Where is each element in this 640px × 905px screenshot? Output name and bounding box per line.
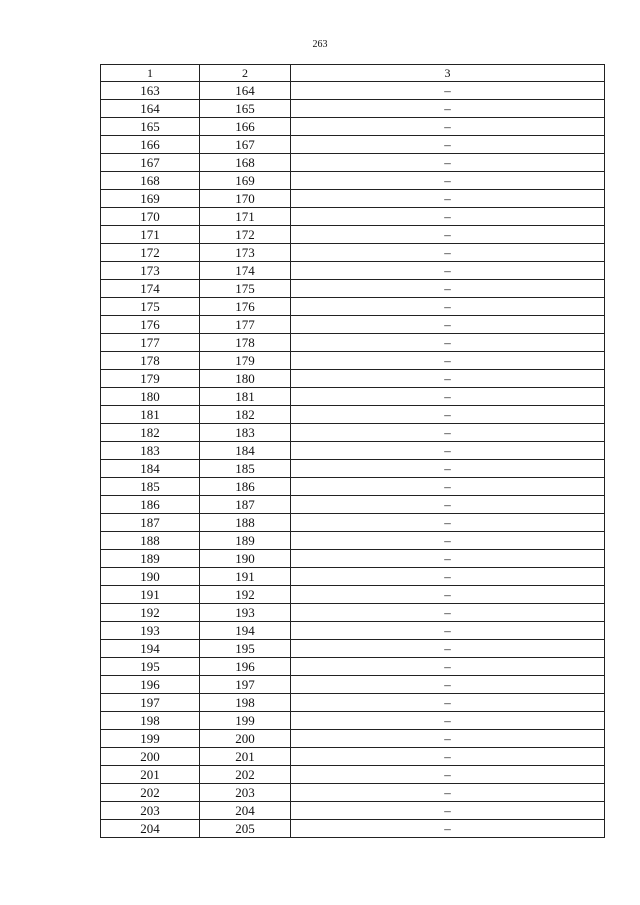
table-row (101, 424, 605, 442)
table-row (101, 262, 605, 280)
table-cell-col-3: – (291, 172, 605, 190)
table-cell-col-1: 192 (101, 604, 200, 622)
table-row (101, 226, 605, 244)
table-row (101, 136, 605, 154)
table-row (101, 820, 605, 838)
table-cell-col-2: 167 (200, 136, 291, 154)
table-cell-col-3: – (291, 406, 605, 424)
table-cell-col-1: 173 (101, 262, 200, 280)
table-cell-col-2: 200 (200, 730, 291, 748)
table-cell-col-1: 168 (101, 172, 200, 190)
table-row (101, 442, 605, 460)
table-cell-col-1: 178 (101, 352, 200, 370)
page-number: 263 (312, 39, 328, 50)
table-cell-col-2: 175 (200, 280, 291, 298)
table-cell-col-3: – (291, 208, 605, 226)
table-cell-col-3: – (291, 478, 605, 496)
table-cell-col-3: – (291, 82, 605, 100)
table-cell-col-3: – (291, 442, 605, 460)
table-row (101, 550, 605, 568)
table-row (101, 586, 605, 604)
table-cell-col-2: 182 (200, 406, 291, 424)
table-cell-col-3: – (291, 532, 605, 550)
table-cell-col-3: – (291, 640, 605, 658)
table-cell-col-2: 194 (200, 622, 291, 640)
table-cell-col-1: 191 (101, 586, 200, 604)
table-cell-col-2: 188 (200, 514, 291, 532)
table-row (101, 118, 605, 136)
table-cell-col-1: 169 (101, 190, 200, 208)
table-row (101, 730, 605, 748)
table-cell-col-2: 205 (200, 820, 291, 838)
table-cell-col-2: 172 (200, 226, 291, 244)
table-cell-col-1: 202 (101, 784, 200, 802)
table-cell-col-3: – (291, 226, 605, 244)
table-cell-col-1: 201 (101, 766, 200, 784)
table-cell-col-3: – (291, 460, 605, 478)
table-cell-col-3: – (291, 694, 605, 712)
table-cell-col-3: – (291, 658, 605, 676)
table-cell-col-3: – (291, 280, 605, 298)
table-cell-col-1: 163 (101, 82, 200, 100)
table-cell-col-2: 191 (200, 568, 291, 586)
table-cell-col-2: 164 (200, 82, 291, 100)
table-cell-col-2: 195 (200, 640, 291, 658)
table-cell-col-1: 188 (101, 532, 200, 550)
table-cell-col-1: 170 (101, 208, 200, 226)
table-cell-col-1: 174 (101, 280, 200, 298)
table-row (101, 748, 605, 766)
table-cell-col-2: 169 (200, 172, 291, 190)
table-cell-col-2: 199 (200, 712, 291, 730)
table-cell-col-3: – (291, 136, 605, 154)
table-cell-col-2: 192 (200, 586, 291, 604)
table-cell-col-1: 166 (101, 136, 200, 154)
table-cell-col-3: – (291, 352, 605, 370)
table-cell-col-3: – (291, 568, 605, 586)
table-cell-col-2: 166 (200, 118, 291, 136)
table-row (101, 514, 605, 532)
table-cell-col-3: – (291, 604, 605, 622)
table-row (101, 658, 605, 676)
table-cell-col-1: 181 (101, 406, 200, 424)
table-cell-col-3: – (291, 100, 605, 118)
table-row (101, 190, 605, 208)
table-row (101, 352, 605, 370)
column-header-3: 3 (291, 65, 605, 82)
table-row (101, 568, 605, 586)
table-cell-col-2: 189 (200, 532, 291, 550)
table-row (101, 784, 605, 802)
table-cell-col-3: – (291, 334, 605, 352)
table-cell-col-2: 173 (200, 244, 291, 262)
table-cell-col-1: 182 (101, 424, 200, 442)
table-cell-col-2: 204 (200, 802, 291, 820)
table-cell-col-3: – (291, 730, 605, 748)
table-cell-col-2: 178 (200, 334, 291, 352)
table-cell-col-1: 199 (101, 730, 200, 748)
table-row (101, 802, 605, 820)
table-cell-col-1: 185 (101, 478, 200, 496)
table-cell-col-2: 174 (200, 262, 291, 280)
table-cell-col-1: 195 (101, 658, 200, 676)
table-cell-col-2: 203 (200, 784, 291, 802)
table-cell-col-2: 181 (200, 388, 291, 406)
table-cell-col-2: 197 (200, 676, 291, 694)
table-cell-col-1: 200 (101, 748, 200, 766)
table-row (101, 496, 605, 514)
table-cell-col-3: – (291, 622, 605, 640)
table-cell-col-1: 172 (101, 244, 200, 262)
table-cell-col-3: – (291, 298, 605, 316)
table-cell-col-2: 176 (200, 298, 291, 316)
table-cell-col-2: 170 (200, 190, 291, 208)
table-row (101, 100, 605, 118)
table-body (101, 82, 605, 838)
table-cell-col-2: 180 (200, 370, 291, 388)
table-cell-col-2: 168 (200, 154, 291, 172)
table-row (101, 478, 605, 496)
table-cell-col-1: 186 (101, 496, 200, 514)
table-cell-col-1: 193 (101, 622, 200, 640)
table-cell-col-2: 171 (200, 208, 291, 226)
table-row (101, 460, 605, 478)
table-cell-col-3: – (291, 802, 605, 820)
table-cell-col-2: 190 (200, 550, 291, 568)
table-cell-col-1: 176 (101, 316, 200, 334)
table-cell-col-3: – (291, 262, 605, 280)
table-cell-col-3: – (291, 316, 605, 334)
table-cell-col-1: 187 (101, 514, 200, 532)
table-cell-col-2: 183 (200, 424, 291, 442)
table-cell-col-1: 184 (101, 460, 200, 478)
table-cell-col-2: 202 (200, 766, 291, 784)
data-table (100, 64, 605, 838)
table-row (101, 334, 605, 352)
table-row (101, 694, 605, 712)
table-cell-col-2: 187 (200, 496, 291, 514)
table-cell-col-3: – (291, 820, 605, 838)
table-cell-col-2: 177 (200, 316, 291, 334)
table-cell-col-1: 190 (101, 568, 200, 586)
table-row (101, 388, 605, 406)
table-row (101, 244, 605, 262)
table-row (101, 172, 605, 190)
table-cell-col-3: – (291, 424, 605, 442)
table-cell-col-1: 203 (101, 802, 200, 820)
table-cell-col-2: 186 (200, 478, 291, 496)
table-cell-col-1: 175 (101, 298, 200, 316)
table-cell-col-1: 180 (101, 388, 200, 406)
table-cell-col-2: 179 (200, 352, 291, 370)
table-cell-col-1: 194 (101, 640, 200, 658)
table-row (101, 370, 605, 388)
table-header-row (101, 65, 605, 82)
table-cell-col-1: 165 (101, 118, 200, 136)
table-cell-col-3: – (291, 550, 605, 568)
table-cell-col-3: – (291, 370, 605, 388)
table-cell-col-2: 198 (200, 694, 291, 712)
table-cell-col-3: – (291, 766, 605, 784)
table-cell-col-3: – (291, 676, 605, 694)
table-row (101, 82, 605, 100)
table-row (101, 622, 605, 640)
table-cell-col-3: – (291, 118, 605, 136)
table-row (101, 676, 605, 694)
table-cell-col-1: 171 (101, 226, 200, 244)
table-cell-col-3: – (291, 784, 605, 802)
table-cell-col-1: 204 (101, 820, 200, 838)
table-row (101, 532, 605, 550)
table-cell-col-1: 198 (101, 712, 200, 730)
table-row (101, 406, 605, 424)
table-row (101, 640, 605, 658)
table-row (101, 766, 605, 784)
table-cell-col-3: – (291, 190, 605, 208)
table-row (101, 604, 605, 622)
column-header-2: 2 (200, 65, 291, 82)
table-cell-col-3: – (291, 514, 605, 532)
table-cell-col-1: 189 (101, 550, 200, 568)
table-row (101, 154, 605, 172)
table-cell-col-3: – (291, 712, 605, 730)
table-cell-col-1: 179 (101, 370, 200, 388)
table-row (101, 208, 605, 226)
table-cell-col-3: – (291, 748, 605, 766)
table-cell-col-1: 177 (101, 334, 200, 352)
table-cell-col-3: – (291, 388, 605, 406)
table-row (101, 298, 605, 316)
table-cell-col-1: 197 (101, 694, 200, 712)
table-cell-col-2: 201 (200, 748, 291, 766)
table-cell-col-2: 193 (200, 604, 291, 622)
table-row (101, 316, 605, 334)
table-cell-col-1: 167 (101, 154, 200, 172)
table-row (101, 280, 605, 298)
table-cell-col-3: – (291, 586, 605, 604)
table-cell-col-1: 164 (101, 100, 200, 118)
column-header-1: 1 (101, 65, 200, 82)
table-cell-col-2: 165 (200, 100, 291, 118)
table-cell-col-3: – (291, 154, 605, 172)
table-cell-col-2: 185 (200, 460, 291, 478)
table-cell-col-1: 196 (101, 676, 200, 694)
table-cell-col-3: – (291, 244, 605, 262)
table-cell-col-1: 183 (101, 442, 200, 460)
table-row (101, 712, 605, 730)
table-cell-col-2: 196 (200, 658, 291, 676)
table-cell-col-3: – (291, 496, 605, 514)
table-cell-col-2: 184 (200, 442, 291, 460)
